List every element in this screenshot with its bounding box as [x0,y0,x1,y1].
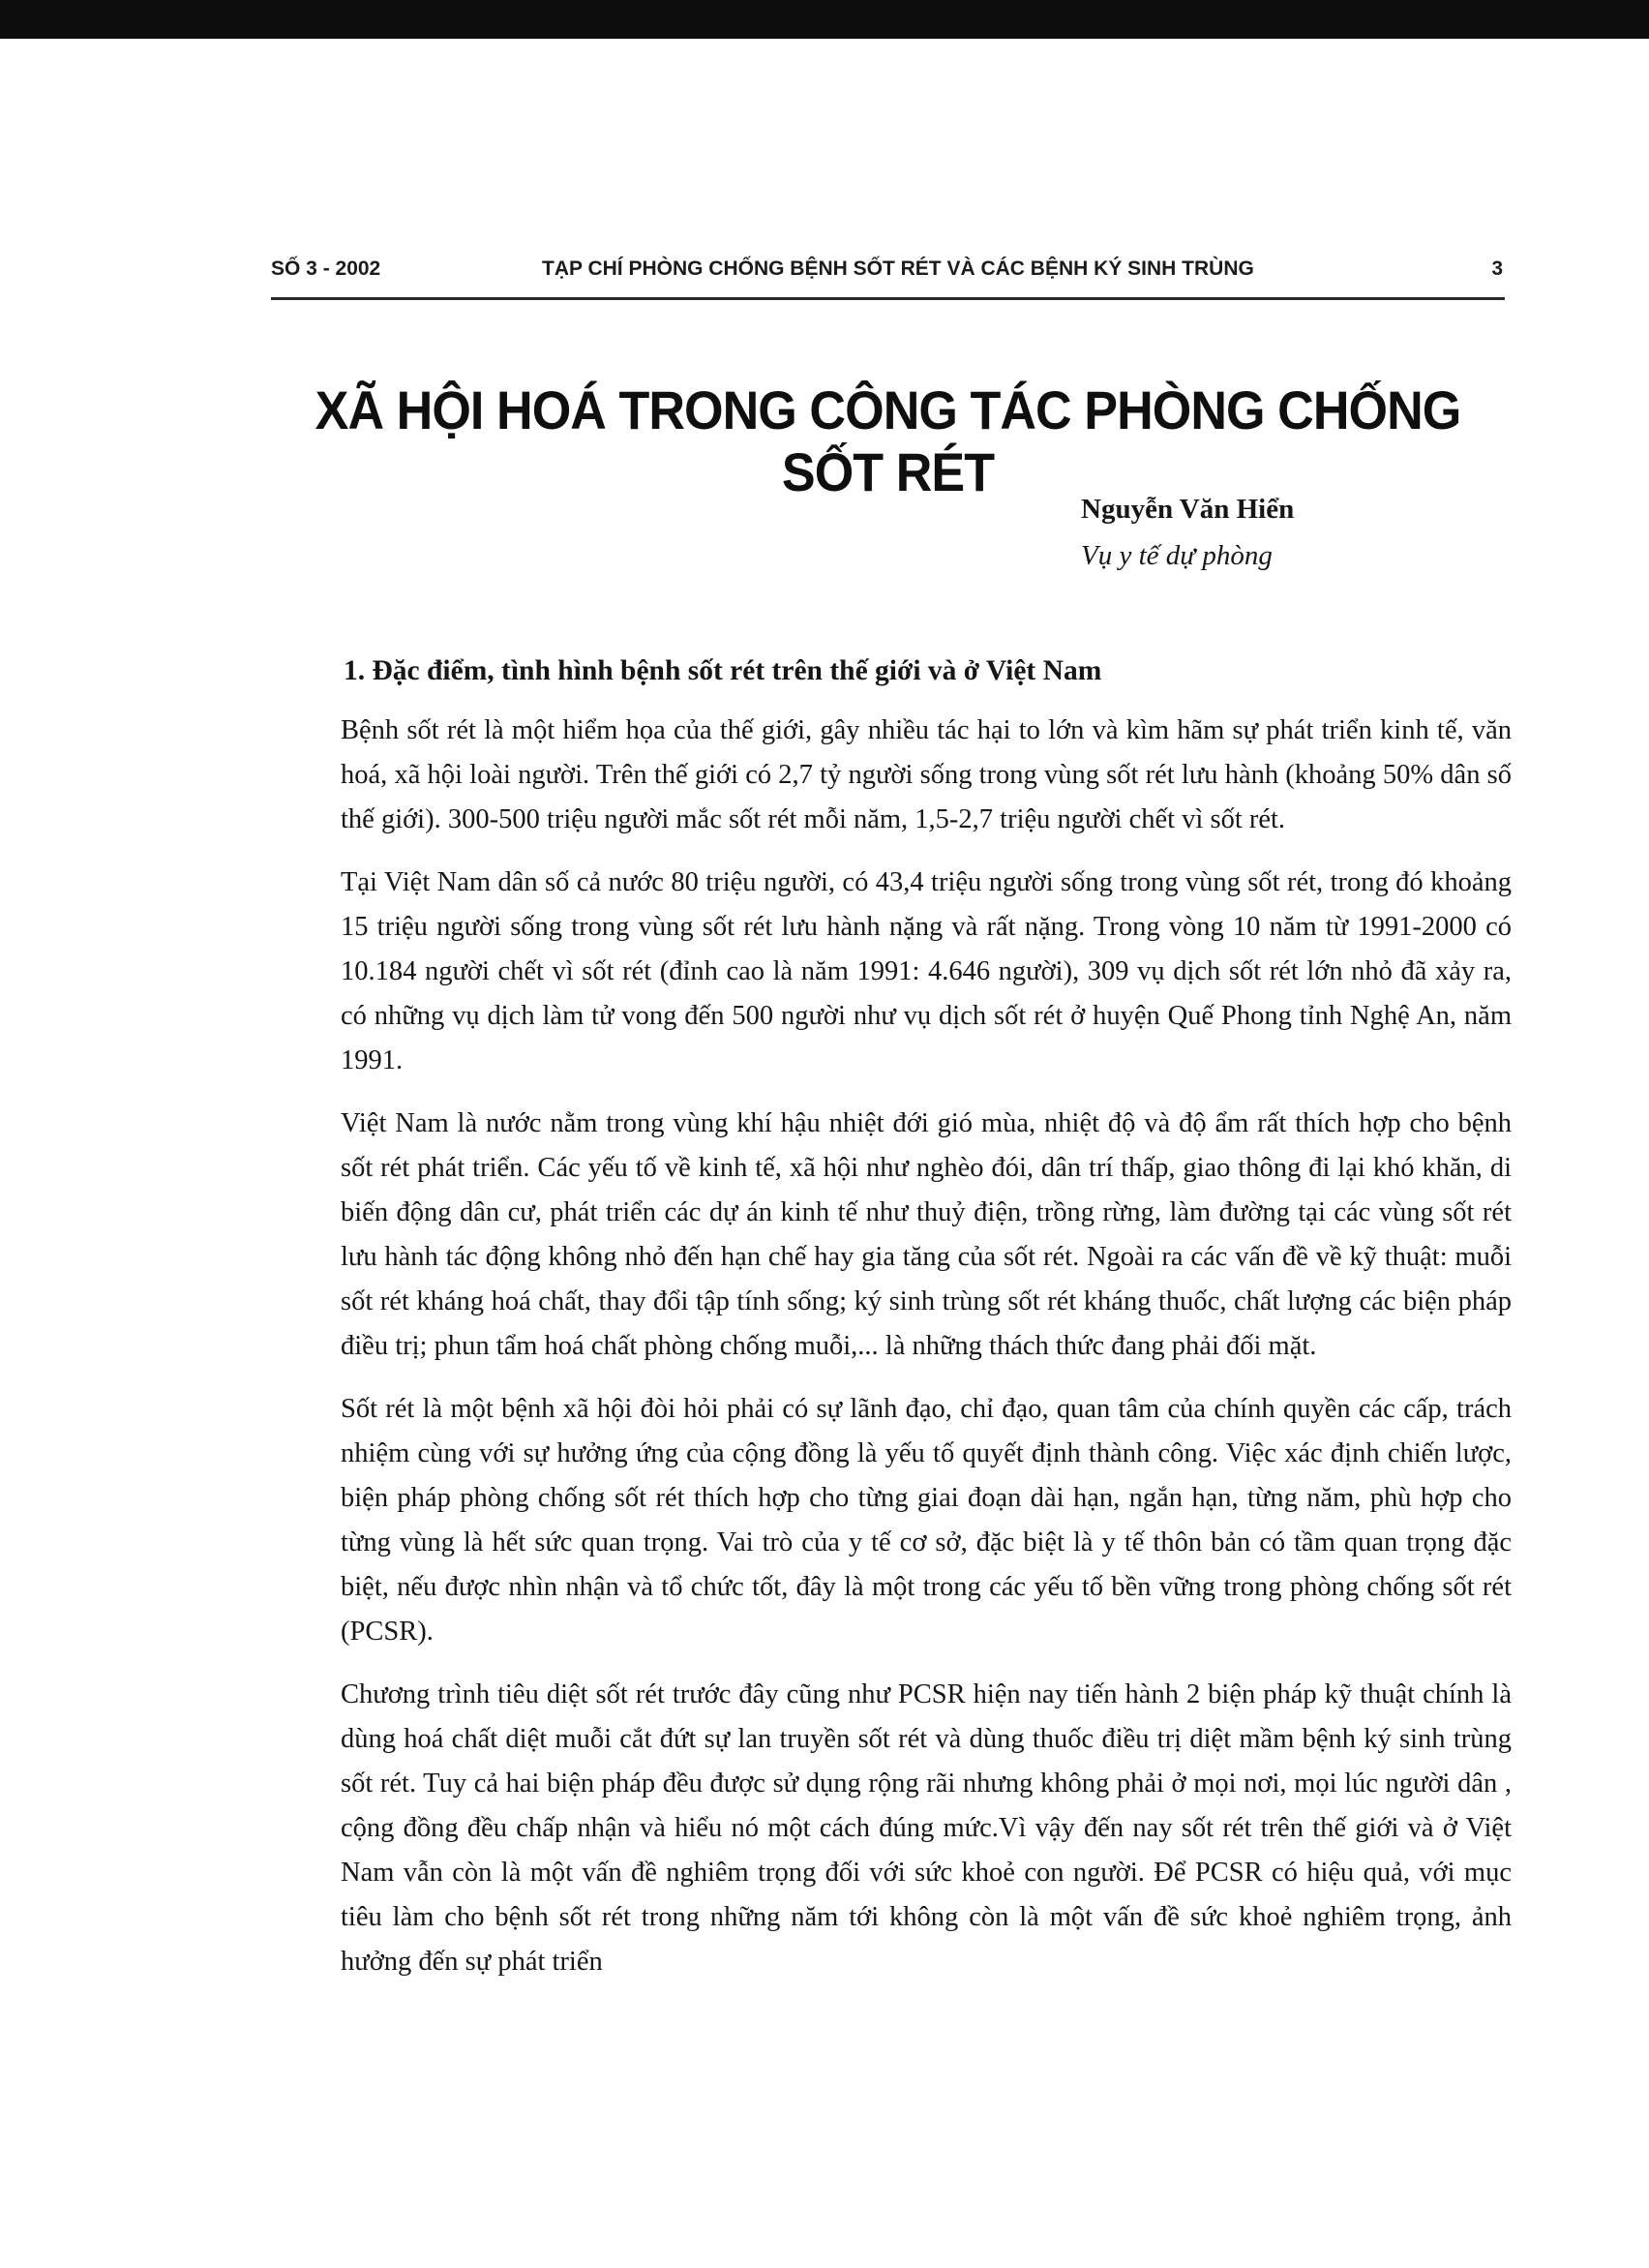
issue-number: SỐ 3 - 2002 [271,257,381,280]
paragraph: Việt Nam là nước nằm trong vùng khí hậu nhiệt đới gió mùa, nhiệt độ và độ ẩm rất thích hợp cho bệnh sốt rét phát triển. Các yếu tố về kinh tế, xã hội như nghèo đói, dân trí thấp, giao thông đi lại khó khăn, di biến động dân cư, phát triển các dự án kinh tế như thuỷ điện, trồng rừng, làm đường tại các vùng sốt rét lưu hành tác động không nhỏ đến hạn chế hay gia tăng của sốt rét. Ngoài ra các vấn đề về kỹ thuật: muỗi sốt rét kháng hoá chất, thay đổi tập tính sống; ký sinh trùng sốt rét kháng thuốc, chất lượng các biện pháp điều trị; phun tẩm hoá chất phòng chống muỗi,... là những thách thức đang phải đối mặt. [341,1108,1512,1361]
article-body [341,709,1512,2003]
author-affiliation: Vụ y tế dự phòng [1081,540,1273,571]
header-divider [271,297,1505,300]
paragraph: Bệnh sốt rét là một hiểm họa của thế giới, gây nhiều tác hại to lớn và kìm hãm sự phát triển kinh tế, văn hoá, xã hội loài người. Trên thế giới có 2,7 tỷ người sống trong vùng sốt rét lưu hành (khoảng 50% dân số thế giới). 300-500 triệu người mắc sốt rét mỗi năm, 1,5-2,7 triệu người chết vì sốt rét. [341,715,1512,834]
paragraph: Chương trình tiêu diệt sốt rét trước đây cũng như PCSR hiện nay tiến hành 2 biện pháp kỹ thuật chính là dùng hoá chất diệt muỗi cắt đứt sự lan truyền sốt rét và dùng thuốc điều trị diệt mầm bệnh ký sinh trùng sốt rét. Tuy cả hai biện pháp đều được sử dụng rộng rãi nhưng không phải ở mọi nơi, mọi lúc người dân , cộng đồng đều chấp nhận và hiểu nó một cách đúng mức.Vì vậy đến nay sốt rét trên thế giới và ở Việt Nam vẫn còn là một vấn đề nghiêm trọng đối với sức khoẻ con người. Để PCSR có hiệu quả, với mục tiêu làm cho bệnh sốt rét trong những năm tới không còn là một vấn đề sức khoẻ nghiêm trọng, ảnh hưởng đến sự phát triển [341,1679,1512,1977]
byline [1081,490,1487,575]
article-title: XÃ HỘI HOÁ TRONG CÔNG TÁC PHÒNG CHỐNG SỐT RÉT [315,379,1461,502]
page-number: 3 [1491,257,1503,280]
paragraph: Sốt rét là một bệnh xã hội đòi hỏi phải có sự lãnh đạo, chỉ đạo, quan tâm của chính quyền các cấp, trách nhiệm cùng với sự hưởng ứng của cộng đồng là yếu tố quyết định thành công. Việc xác định chiến lược, biện pháp phòng chống sốt rét thích hợp cho từng giai đoạn dài hạn, ngắn hạn, từng năm, phù hợp cho từng vùng là hết sức quan trọng. Vai trò của y tế cơ sở, đặc biệt là y tế thôn bản có tầm quan trọng đặc biệt, nếu được nhìn nhận và tổ chức tốt, đây là một trong các yếu tố bền vững trong phòng chống sốt rét (PCSR). [341,1394,1512,1647]
journal-title: TẠP CHÍ PHÒNG CHỐNG BỆNH SỐT RÉT VÀ CÁC BỆNH KÝ SINH TRÙNG [542,257,1254,280]
paragraph: Tại Việt Nam dân số cả nước 80 triệu người, có 43,4 triệu người sống trong vùng sốt rét, trong đó khoảng 15 triệu người sống trong vùng sốt rét lưu hành nặng và rất nặng. Trong vòng 10 năm từ 1991-2000 có 10.184 người chết vì sốt rét (đỉnh cao là năm 1991: 4.646 người), 309 vụ dịch sốt rét lớn nhỏ đã xảy ra, có những vụ dịch làm tử vong đến 500 người như vụ dịch sốt rét ở huyện Quế Phong tỉnh Nghệ An, năm 1991. [341,867,1512,1075]
scan-top-border [0,0,1649,39]
author-name: Nguyễn Văn Hiển [1081,494,1295,525]
running-header [271,257,1505,294]
section-heading: 1. Đặc điểm, tình hình bệnh sốt rét trên thế giới và ở Việt Nam [344,655,1102,686]
